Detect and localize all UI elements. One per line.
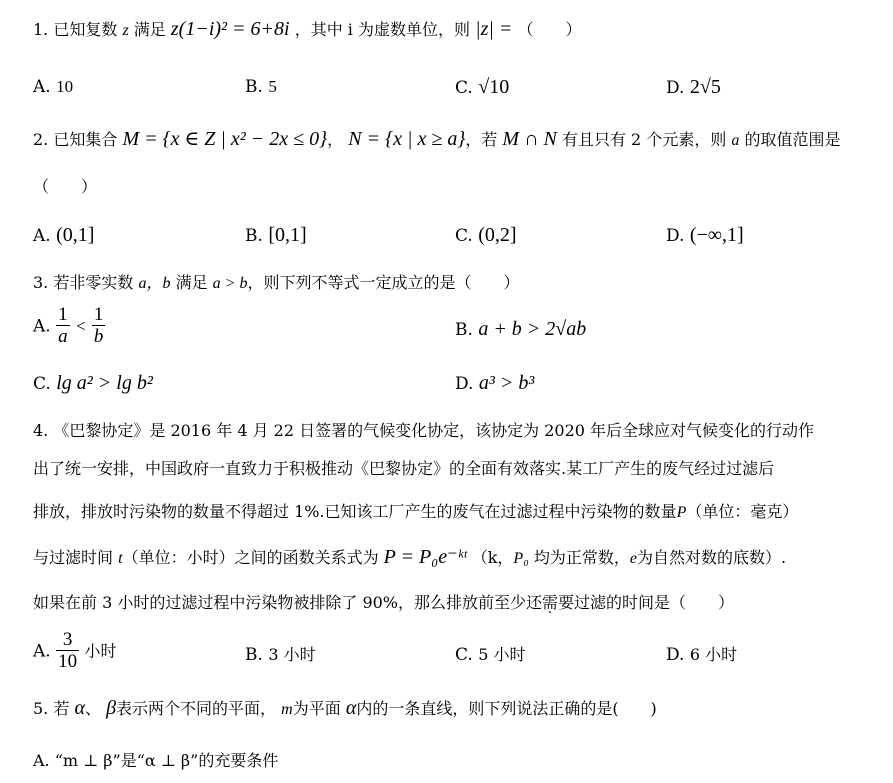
q2-option-a[interactable]: A. (0,1] <box>33 224 95 246</box>
q2-option-b[interactable]: B. [0,1] <box>245 224 307 246</box>
q4-line-2: 出了统一安排，中国政府一直致力于积极推动《巴黎协定》的全面有效落实.某工厂产生的废气经过过滤后 <box>33 459 775 478</box>
q1-option-c[interactable]: C. √10 <box>455 76 510 98</box>
q2-paren: （ ） <box>33 177 98 196</box>
q4-line-5: 如果在前 3 小时的过滤过程中污染物被排除了 90%，那么排放前至少还需要过滤的时间是（ ） <box>33 593 735 612</box>
q3-stem: 3. 若非零实数 a，b 满足 a > b，则下列不等式一定成立的是（ ） <box>33 273 520 292</box>
emphasis-dots: 还需要 <box>526 593 575 612</box>
q2-stem: 2. 已知集合 M = {x ∈ Z | x² − 2x ≤ 0}， N = {x | x ≥ a}，若 M ∩ N 有且只有 2 个元素，则 a 的取值范围是 <box>33 128 841 150</box>
q4-line-1: 4. 《巴黎协定》是 2016 年 4 月 22 日签署的气候变化协定，该协定为 2020 年后全球应对气候变化的行动作 <box>33 421 815 440</box>
q4-option-c[interactable]: C. 5 小时 <box>455 645 526 665</box>
q3-option-b[interactable]: B. a + b > 2√ab <box>455 318 587 340</box>
q4-option-d[interactable]: D. 6 小时 <box>666 645 738 665</box>
q3-option-d[interactable]: D. a³ > b³ <box>455 372 535 394</box>
q2-option-d[interactable]: D. (−∞,1] <box>666 224 744 246</box>
q3-option-c[interactable]: C. lg a² > lg b² <box>33 372 153 394</box>
q4-option-a[interactable]: A. $\frac{3}{10}$ 小时 <box>33 629 117 672</box>
q2-option-c[interactable]: C. (0,2] <box>455 224 517 246</box>
q5-option-a[interactable]: A. “m ⊥ β”是“α ⊥ β”的充要条件 <box>33 751 279 770</box>
q1-option-a[interactable]: A. 10 <box>33 77 74 97</box>
q4-line-3: 排放，排放时污染物的数量不得超过 1%.已知该工厂产生的废气在过滤过程中污染物的数量P（单位：毫克） <box>33 502 799 521</box>
q1-option-b[interactable]: B. 5 <box>245 77 277 97</box>
q3-option-a[interactable]: A. $\frac{1}{a}$ < $\frac{1}{b}$ <box>33 304 104 347</box>
q4-line-4: 与过滤时间 t（单位：小时）之间的函数关系式为 P = P₀e⁻ᵏᵗ （k，P₀ 均为正常数，e为自然对数的底数）. <box>33 546 787 568</box>
q1-option-d[interactable]: D. 2√5 <box>666 76 721 98</box>
q5-stem: 5. 若 α、 β表示两个不同的平面， m为平面 α内的一条直线，则下列说法正确的是( ) <box>33 697 657 719</box>
q1-stem: 1. 已知复数 z 满足 z(1−i)² = 6+8i ，其中 i 为虚数单位，则 |z| = （ ） <box>33 18 582 40</box>
q4-option-b[interactable]: B. 3 小时 <box>245 645 316 665</box>
